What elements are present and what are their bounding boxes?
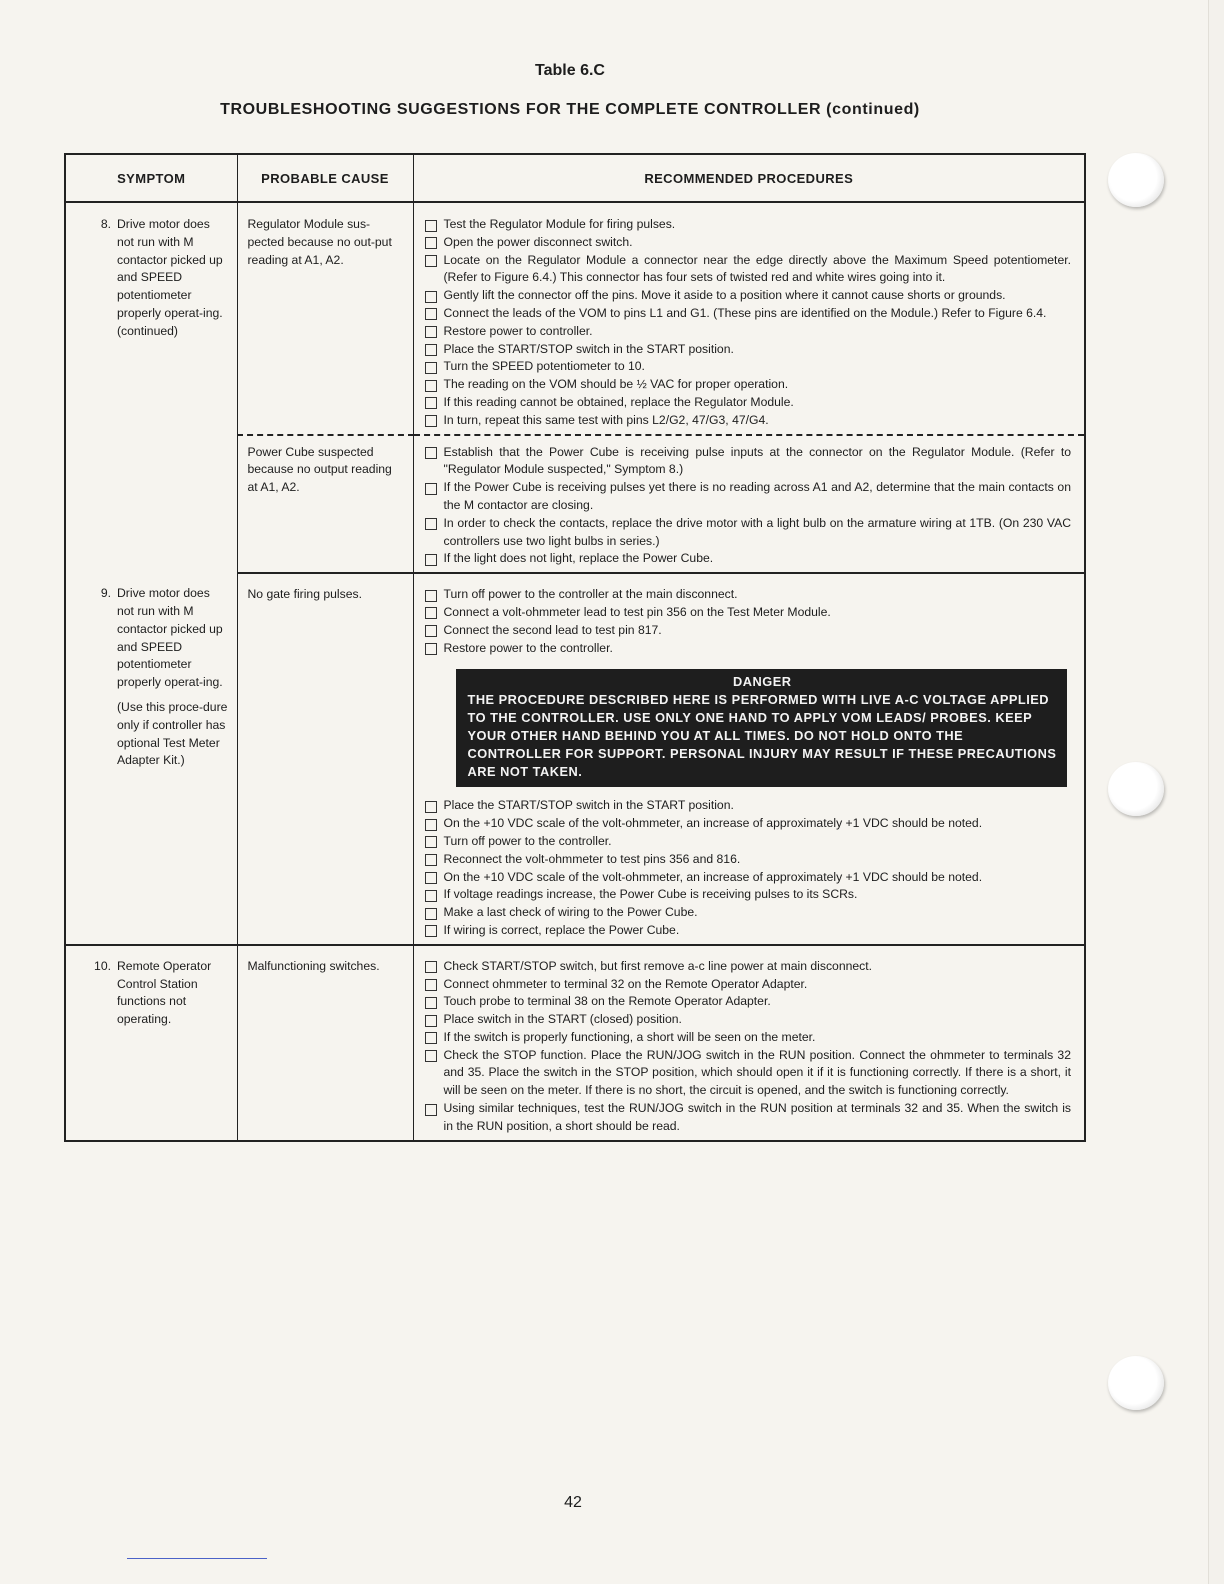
checkbox-icon [425,872,437,884]
procedure-step: Place the START/STOP switch in the START position. [425,797,1072,815]
procedure-step: If the switch is properly functioning, a short will be seen on the meter. [425,1029,1072,1047]
checkbox-icon [425,961,437,973]
procedure-step: Connect ohmmeter to terminal 32 on the Remote Operator Adapter. [425,976,1072,994]
procedure-step: Connect the second lead to test pin 817. [425,622,1072,640]
cause-cell [237,202,413,435]
checkbox-icon [425,1032,437,1044]
procedure-list [415,586,1084,657]
procedure-list [415,444,1084,569]
danger-heading: DANGER [733,674,792,690]
procedure-step: Touch probe to terminal 38 on the Remote Operator Adapter. [425,993,1072,1011]
checkbox-icon [425,380,437,392]
binder-hole-bottom [1108,1356,1164,1410]
procedures-cell [413,945,1085,1141]
procedure-step: On the +10 VDC scale of the volt-ohmmeter, an increase of approximately +1 VDC should be noted. [425,815,1072,833]
checkbox-icon [425,801,437,813]
procedure-step: Restore power to controller. [425,323,1072,341]
checkbox-icon [425,237,437,249]
procedure-step: Check START/STOP switch, but first remove a-c line power at main disconnect. [425,958,1072,976]
page-number: 42 [564,1494,582,1511]
procedure-step: Gently lift the connector off the pins. Move it aside to a position where it cannot cause shorts or grounds. [425,287,1072,305]
checkbox-icon [425,483,437,495]
procedure-list [415,797,1084,939]
checkbox-icon [425,344,437,356]
probable-cause: Malfunctioning switches. [247,958,380,973]
symptom-number: 8. [100,217,111,231]
procedure-step: Place the START/STOP switch in the START position. [425,341,1072,359]
cause-cell [237,945,413,1141]
procedure-step: Connect the leads of the VOM to pins L1 and G1. (These pins are identified on the Module.) Refer to Figure 6.4. [425,305,1072,323]
checkbox-icon [425,362,437,374]
checkbox-icon [425,625,437,637]
danger-text: THE PROCEDURE DESCRIBED HERE IS PERFORMED WITH LIVE A-C VOLTAGE APPLIED TO THE CONTROLLER. USE ONLY ONE HAND TO APPLY VOM LEADS/ PROBES. KEEP YOUR OTHER HAND BEHIND YOU AT ALL TIMES. DO NOT HOLD ONTO THE CONTROLLER FOR SUPPORT. PERSONAL INJURY MAY RESULT IF THESE PRECAUTIONS ARE NOT TAKEN. [467,692,1057,780]
binder-hole-top [1108,153,1164,207]
checkbox-icon [425,1050,437,1062]
procedure-step: If the light does not light, replace the Power Cube. [425,550,1072,568]
subtitle-main: TROUBLESHOOTING SUGGESTIONS FOR THE COMPLETE CONTROLLER [220,101,822,118]
checkbox-icon [425,326,437,338]
checkbox-icon [425,554,437,566]
symptom-note: (Use this proce-dure only if controller has optional Test Meter Adapter Kit.) [117,699,228,768]
procedure-step: Turn off power to the controller. [425,833,1072,851]
procedure-step: Open the power disconnect switch. [425,234,1072,252]
header-row [65,154,1085,202]
binder-hole-middle [1108,762,1164,816]
danger-warning-box [456,669,1068,787]
symptom-text: Drive motor does not run with M contactor picked up and SPEED potentiometer properly operat-ing. (continued) [117,217,223,338]
checkbox-icon [425,590,437,602]
procedure-step: Using similar techniques, test the RUN/JOG switch in the RUN position at terminals 32 and 35. When the switch is in the RUN position, a short should be read. [425,1100,1072,1136]
procedure-step: Make a last check of wiring to the Power Cube. [425,904,1072,922]
subtitle-suffix: (continued) [826,101,920,118]
checkbox-icon [425,291,437,303]
checkbox-icon [425,925,437,937]
procedure-step: On the +10 VDC scale of the volt-ohmmeter, an increase of approximately +1 VDC should be noted. [425,869,1072,887]
procedure-step: Locate on the Regulator Module a connector near the edge directly above the Maximum Speed potentiometer. (Refer to Figure 6.4.) This connector has four sets of twisted red and white wires going into it. [425,252,1072,288]
procedures-cell [413,573,1085,945]
procedure-step: Restore power to the controller. [425,640,1072,658]
cause-cell [237,573,413,945]
checkbox-icon [425,1104,437,1116]
table-row-symptom-10 [65,945,1085,1141]
procedure-step: If this reading cannot be obtained, replace the Regulator Module. [425,394,1072,412]
procedure-step: Turn the SPEED potentiometer to 10. [425,358,1072,376]
bottom-rule [127,1558,267,1559]
checkbox-icon [425,819,437,831]
checkbox-icon [425,447,437,459]
checkbox-icon [425,397,437,409]
procedure-step: Check the STOP function. Place the RUN/JOG switch in the RUN position. Connect the ohmmeter to terminals 32 and 35. Place the switch in the STOP position, which should open it if it is functioning correctly. If there is a short, it will be seen on the meter. If there is no short, the circuit is opened, and the switch is functioning correctly. [425,1047,1072,1100]
checkbox-icon [425,518,437,530]
procedure-step: Place switch in the START (closed) position. [425,1011,1072,1029]
checkbox-icon [425,1015,437,1027]
procedure-step: Establish that the Power Cube is receiving pulse inputs at the connector on the Regulator Module. (Refer to "Regulator Module suspected," Symptom 8.) [425,444,1072,480]
table-title: Table 6.C [535,62,605,79]
procedure-step: In turn, repeat this same test with pins L2/G2, 47/G3, 47/G4. [425,412,1072,430]
procedures-cell [413,435,1085,574]
checkbox-icon [425,255,437,267]
procedure-step: If voltage readings increase, the Power Cube is receiving pulses to its SCRs. [425,886,1072,904]
checkbox-icon [425,220,437,232]
checkbox-icon [425,854,437,866]
procedure-step: Turn off power to the controller at the main disconnect. [425,586,1072,604]
procedure-step: Connect a volt-ohmmeter lead to test pin 356 on the Test Meter Module. [425,604,1072,622]
symptom-cell [65,202,237,573]
procedure-step: Reconnect the volt-ohmmeter to test pins 356 and 816. [425,851,1072,869]
checkbox-icon [425,607,437,619]
table-row-symptom-8 [65,202,1085,435]
probable-cause: No gate firing pulses. [247,587,362,602]
procedures-cell [413,202,1085,435]
procedure-step: In order to check the contacts, replace the drive motor with a light bulb on the armature wiring at 1TB. (On 230 VAC controllers use two light bulbs in series.) [425,515,1072,551]
symptom-number: 9. [100,586,111,601]
symptom-cell [65,573,237,945]
table-row-symptom-9 [65,573,1085,945]
procedure-step: If the Power Cube is receiving pulses yet there is no reading across A1 and A2, determine that the main contacts on the M contactor are closing. [425,479,1072,515]
header-recommended-procedures: RECOMMENDED PROCEDURES [413,154,1085,202]
checkbox-icon [425,997,437,1009]
symptom-number: 10. [94,958,111,973]
checkbox-icon [425,308,437,320]
cause-cell [237,435,413,574]
checkbox-icon [425,643,437,655]
header-symptom: SYMPTOM [65,154,237,202]
symptom-text: Drive motor does not run with M contactor picked up and SPEED potentiometer properly operat-ing. [117,586,223,690]
checkbox-icon [425,415,437,427]
symptom-cell [65,945,237,1141]
probable-cause: Power Cube suspected because no output reading at A1, A2. [247,444,392,495]
header-probable-cause: PROBABLE CAUSE [237,154,413,202]
checkbox-icon [425,908,437,920]
probable-cause: Regulator Module sus-pected because no out-put reading at A1, A2. [247,217,392,267]
table-subtitle [0,101,1140,119]
procedure-list [415,958,1084,1136]
procedure-step: If wiring is correct, replace the Power Cube. [425,922,1072,940]
troubleshooting-table [64,153,1086,1142]
procedure-step: The reading on the VOM should be ½ VAC for proper operation. [425,376,1072,394]
checkbox-icon [425,979,437,991]
procedure-list [415,216,1084,430]
checkbox-icon [425,890,437,902]
symptom-text: Remote Operator Control Station functions not operating. [117,958,212,1027]
procedure-step: Test the Regulator Module for firing pulses. [425,216,1072,234]
checkbox-icon [425,836,437,848]
